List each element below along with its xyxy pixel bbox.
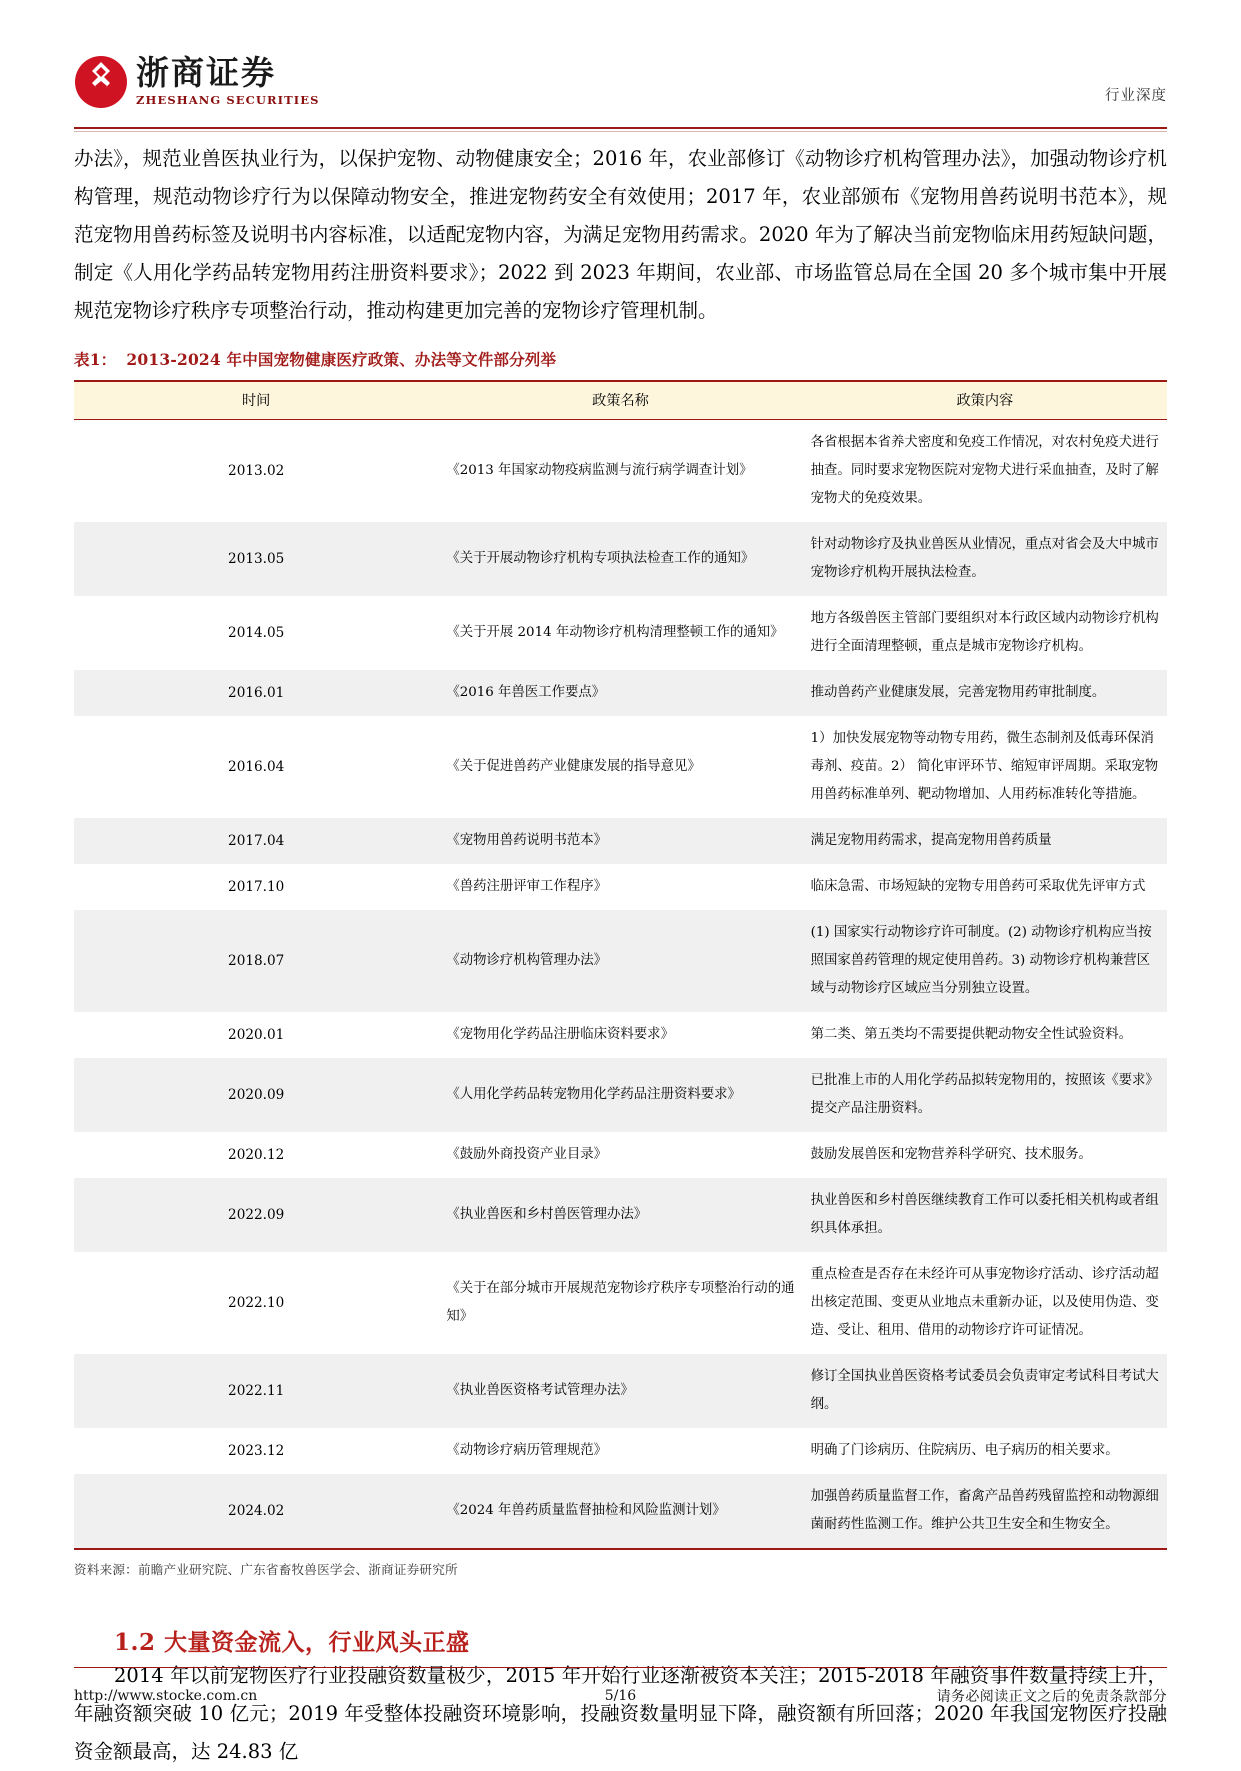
zheshang-logo-icon [74, 55, 128, 109]
cell-policy-name: 《执业兽医和乡村兽医管理办法》 [438, 1178, 802, 1252]
table-row [74, 910, 1167, 1012]
cell-time: 2018.07 [74, 910, 438, 1012]
cell-time: 2017.10 [228, 879, 285, 895]
header-category-label: 行业深度 [1105, 88, 1167, 104]
table-row [74, 818, 1167, 864]
cell-policy-name: 《关于开展动物诊疗机构专项执法检查工作的通知》 [438, 522, 802, 596]
cell-time: 2020.09 [74, 1058, 438, 1132]
cell-policy-name: 《动物诊疗病历管理规范》 [446, 1443, 608, 1458]
intro-paragraph: 办法》，规范业兽医执业行为，以保护宠物、动物健康安全；2016 年，农业部修订《动物诊疗机构管理办法》，加强动物诊疗机构管理，规范动物诊疗行为以保障动物安全，推进宠物药安全有效使用；2017 年，农业部颁布《宠物用兽药说明书范本》，规范宠物用兽药标签及说明书内容标准，以适配宠物内容，为满足宠物用药需求。2020 年为了解决当前宠物临床用药短缺问题，制定《人用化学药品转宠物用药注册资料要求》；2022 到 2023 年期间，农业部、市场监管总局在全国 20 多个城市集中开展规范宠物诊疗秩序专项整治行动，推动构建更加完善的宠物诊疗管理机制。 [74, 147, 1167, 322]
cell-policy-name: 《鼓励外商投资产业目录》 [446, 1147, 608, 1162]
cell-policy-content: 修订全国执业兽医资格考试委员会负责审定考试科目考试大纲。 [803, 1354, 1167, 1428]
footer-disclaimer: 请务必阅读正文之后的免责条款部分 [936, 1689, 1167, 1705]
footer-page-number: 5/16 [604, 1688, 637, 1704]
cell-policy-content: 第二类、第五类均不需要提供靶动物安全性试验资料。 [810, 1027, 1133, 1042]
page-footer [74, 1686, 1167, 1706]
cell-policy-name: 《关于促进兽药产业健康发展的指导意见》 [446, 759, 701, 774]
table-header-row [74, 381, 1167, 420]
cell-policy-content: 鼓励发展兽医和宠物营养科学研究、技术服务。 [810, 1147, 1092, 1162]
table-row [74, 1132, 1167, 1178]
cell-time: 2020.12 [228, 1147, 285, 1163]
cell-time: 2024.02 [74, 1474, 438, 1549]
policy-table [74, 380, 1167, 1550]
table-row [74, 864, 1167, 910]
cell-time: 2023.12 [228, 1443, 285, 1459]
table-head [74, 381, 1167, 420]
cell-policy-content: 临床急需、市场短缺的宠物专用兽药可采取优先评审方式 [810, 879, 1146, 894]
table-row [74, 1012, 1167, 1058]
column-header-name: 政策名称 [438, 381, 802, 420]
cell-policy-content: 加强兽药质量监督工作，畜禽产品兽药残留监控和动物源细菌耐药性监测工作。维护公共卫生安全和生物安全。 [803, 1474, 1167, 1549]
cell-time: 2013.02 [228, 463, 285, 479]
table-row [74, 1354, 1167, 1428]
logo-chinese-name: 浙商证券 [136, 53, 276, 92]
cell-policy-content: 满足宠物用药需求，提高宠物用兽药质量 [803, 818, 1167, 864]
cell-time: 2022.09 [74, 1178, 438, 1252]
cell-policy-name: 《关于开展 2014 年动物诊疗机构清理整顿工作的通知》 [446, 625, 784, 640]
cell-policy-name: 《宠物用化学药品注册临床资料要求》 [446, 1027, 674, 1042]
section-heading-1-2: 1.2 大量资金流入，行业风头正盛 [114, 1629, 470, 1656]
cell-policy-name: 《2016 年兽医工作要点》 [438, 670, 802, 716]
cell-policy-content: 针对动物诊疗及执业兽医从业情况，重点对省会及大中城市宠物诊疗机构开展执法检查。 [803, 522, 1167, 596]
table-row [74, 1178, 1167, 1252]
cell-time: 2022.10 [228, 1295, 285, 1311]
cell-time: 2020.01 [228, 1027, 285, 1043]
cell-policy-content: 执业兽医和乡村兽医继续教育工作可以委托相关机构或者组织具体承担。 [803, 1178, 1167, 1252]
cell-policy-name: 《关于在部分城市开展规范宠物诊疗秩序专项整治行动的通知》 [446, 1281, 795, 1324]
table-caption [74, 348, 1167, 370]
table-row [74, 1474, 1167, 1549]
table-row [74, 1252, 1167, 1354]
cell-time: 2016.04 [228, 759, 285, 775]
header-divider-thin [74, 131, 1167, 132]
page-content [74, 140, 1167, 1771]
cell-time: 2014.05 [228, 625, 285, 641]
table-caption-text: 2013-2024 年中国宠物健康医疗政策、办法等文件部分列举 [126, 350, 557, 369]
page-header [0, 0, 1241, 128]
cell-policy-name: 《宠物用兽药说明书范本》 [438, 818, 802, 864]
cell-policy-content: 各省根据本省养犬密度和免疫工作情况，对农村免疫犬进行抽查。同时要求宠物医院对宠物犬进行采血抽查，及时了解宠物犬的免疫效果。 [810, 435, 1159, 506]
table-caption-label: 表1： [74, 350, 117, 369]
table-row [74, 716, 1167, 818]
logo-english-name: ZHESHANG SECURITIES [136, 93, 320, 107]
cell-policy-content: 重点检查是否存在未经许可从事宠物诊疗活动、诊疗活动超出核定范围、变更从业地点未重新办证，以及使用伪造、变造、受让、租用、借用的动物诊疗许可证情况。 [810, 1267, 1159, 1338]
cell-policy-content: 明确了门诊病历、住院病历、电子病历的相关要求。 [810, 1443, 1119, 1458]
cell-policy-content: 1）加快发展宠物等动物专用药，微生态制剂及低毒环保消毒剂、疫苗。2） 简化审评环节、缩短审评周期。采取宠物用兽药标准单列、靶动物增加、人用药标准转化等措施。 [810, 731, 1159, 802]
cell-time: 2013.05 [74, 522, 438, 596]
cell-policy-name: 《2013 年国家动物疫病监测与流行病学调查计划》 [446, 463, 753, 478]
column-header-content: 政策内容 [803, 381, 1167, 420]
table-row [74, 1428, 1167, 1474]
table-row [74, 670, 1167, 716]
table-row [74, 522, 1167, 596]
table-source-note: 资料来源：前瞻产业研究院、广东省畜牧兽医学会、浙商证券研究所 [74, 1562, 458, 1577]
cell-policy-name: 《执业兽医资格考试管理办法》 [438, 1354, 802, 1428]
column-header-time: 时间 [74, 381, 438, 420]
cell-policy-name: 《人用化学药品转宠物用化学药品注册资料要求》 [438, 1058, 802, 1132]
footer-url[interactable]: http://www.stocke.com.cn [74, 1688, 258, 1704]
header-divider [74, 127, 1167, 129]
cell-time: 2016.01 [74, 670, 438, 716]
cell-policy-name: 《动物诊疗机构管理办法》 [438, 910, 802, 1012]
cell-time: 2022.11 [74, 1354, 438, 1428]
table-row [74, 596, 1167, 670]
company-logo [74, 55, 320, 109]
table-body [74, 420, 1167, 1550]
cell-policy-content: 地方各级兽医主管部门要组织对本行政区域内动物诊疗机构进行全面清理整顿，重点是城市宠物诊疗机构。 [810, 611, 1159, 654]
cell-policy-name: 《兽药注册评审工作程序》 [446, 879, 608, 894]
section-paragraph: 2014 年以前宠物医疗行业投融资数量极少，2015 年开始行业逐渐被资本关注；2015-2018 年融资事件数量持续上升，年融资额突破 10 亿元；2019 年受整体投融资环境影响，投融资数量明显下降，融资额有所回落；2020 年我国宠物医疗投融资金额最高，达 24.83 亿 [74, 1664, 1167, 1763]
cell-policy-content: 推动兽药产业健康发展，完善宠物用药审批制度。 [803, 670, 1167, 716]
table-row [74, 1058, 1167, 1132]
cell-policy-name: 《2024 年兽药质量监督抽检和风险监测计划》 [438, 1474, 802, 1549]
cell-policy-content: (1) 国家实行动物诊疗许可制度。(2) 动物诊疗机构应当按照国家兽药管理的规定使用兽药。3) 动物诊疗机构兼营区域与动物诊疗区域应当分别独立设置。 [803, 910, 1167, 1012]
table-row [74, 420, 1167, 523]
cell-time: 2017.04 [74, 818, 438, 864]
footer-divider [74, 1667, 1167, 1668]
cell-policy-content: 已批准上市的人用化学药品拟转宠物用的，按照该《要求》提交产品注册资料。 [803, 1058, 1167, 1132]
